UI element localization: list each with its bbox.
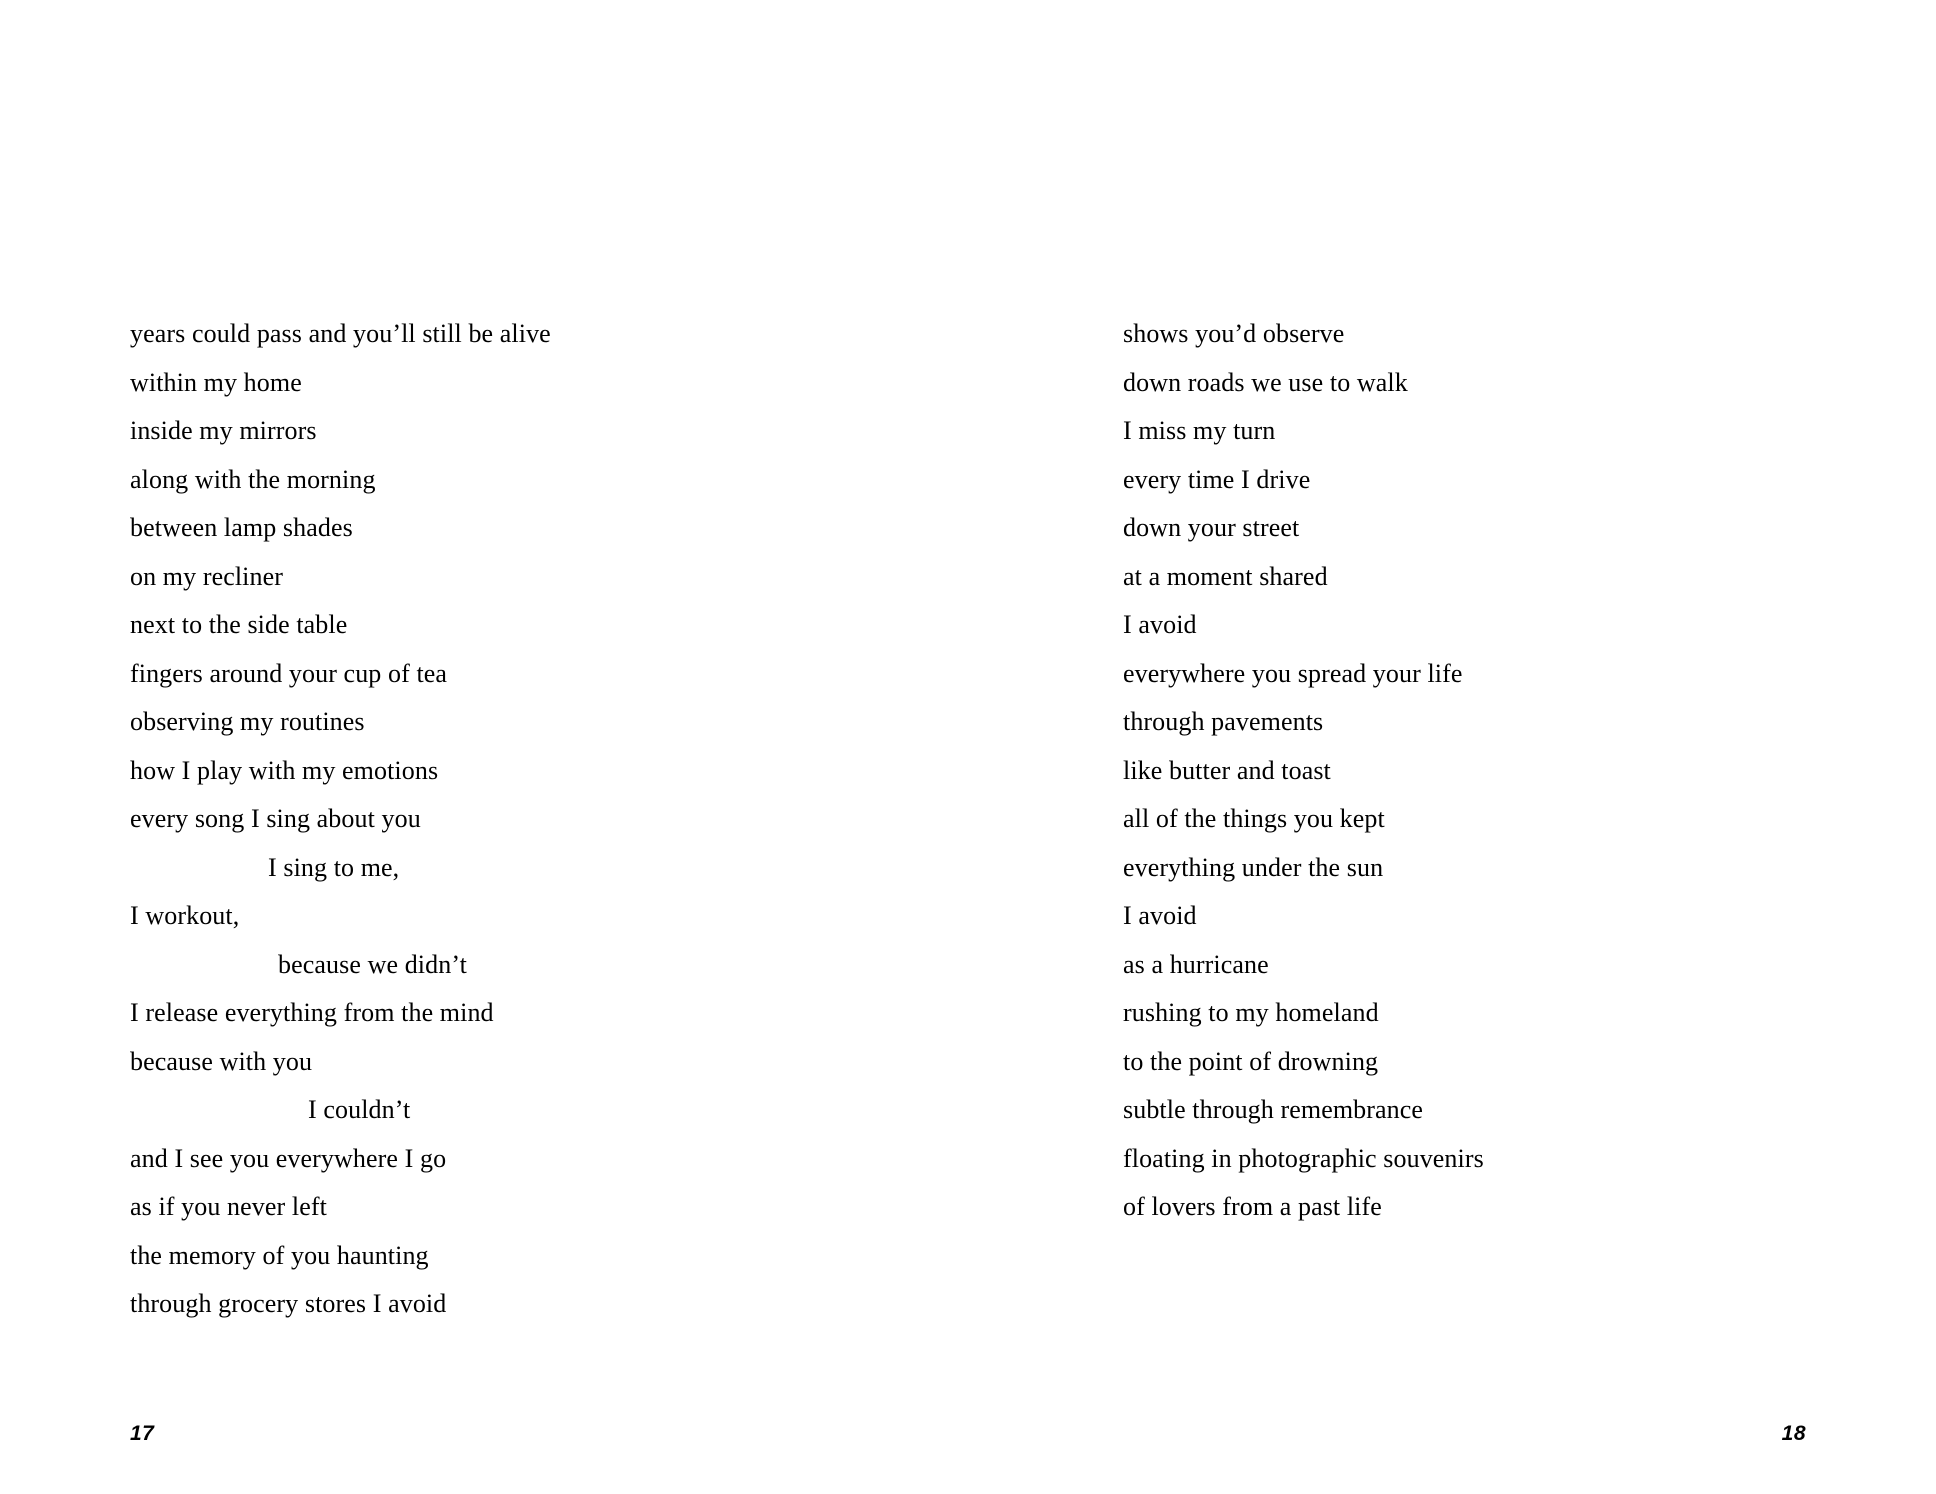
poem-line-right: I avoid (1123, 610, 1197, 639)
poem-line-left: the memory of you haunting (130, 1240, 429, 1270)
poem-line-left: along with the morning (130, 464, 376, 494)
page-number-left: 17 (130, 1422, 155, 1445)
poem-line-right: everywhere you spread your life (1123, 658, 1463, 688)
poem-line-left: I sing to me, (268, 852, 400, 882)
poem-line-right: I avoid (1123, 901, 1197, 930)
poem-text-left (130, 310, 968, 1329)
poem-line-right: everything under the sun (1123, 852, 1384, 882)
page-number-right: 18 (1781, 1422, 1806, 1445)
poem-line-left: as if you never left (130, 1192, 327, 1221)
poem-line-left: and I see you everywhere I go (130, 1143, 447, 1173)
poem-line-right: floating in photographic souvenirs (1123, 1143, 1484, 1173)
poem-line-left: I release everything from the mind (130, 998, 494, 1027)
poem-line-left: I couldn’t (308, 1095, 411, 1124)
poem-line-right: of lovers from a past life (1123, 1192, 1382, 1221)
poem-line-right: all of the things you kept (1123, 804, 1385, 833)
poem-line-right: every time I drive (1123, 464, 1311, 494)
poem-line-right: shows you’d observe (1123, 319, 1345, 348)
poem-line-left: because we didn’t (278, 949, 467, 979)
poem-line-left: between lamp shades (130, 513, 353, 542)
poem-line-right: through pavements (1123, 707, 1324, 736)
poem-line-right: down roads we use to walk (1123, 367, 1408, 397)
poem-line-left: on my recliner (130, 561, 284, 591)
poem-text-right (1123, 310, 1936, 1232)
poem-line-right: I miss my turn (1123, 416, 1276, 445)
poem-line-right: at a moment shared (1123, 561, 1328, 591)
poem-line-right: to the point of drowning (1123, 1046, 1379, 1076)
poem-line-left: I workout, (130, 901, 240, 930)
page-right (968, 0, 1936, 1494)
poem-line-right: down your street (1123, 513, 1300, 542)
poem-line-right: rushing to my homeland (1123, 998, 1379, 1027)
poem-line-left: every song I sing about you (130, 804, 421, 833)
poem-line-left: observing my routines (130, 707, 365, 736)
poem-line-right: like butter and toast (1123, 755, 1331, 785)
poem-line-right: subtle through remembrance (1123, 1095, 1424, 1124)
poem-line-left: because with you (130, 1046, 313, 1076)
poem-line-left: next to the side table (130, 610, 348, 639)
poem-line-left: how I play with my emotions (130, 755, 439, 785)
poem-line-left: inside my mirrors (130, 416, 317, 445)
poem-line-left: within my home (130, 367, 302, 397)
poem-line-left: years could pass and you’ll still be alive (130, 319, 551, 348)
poem-line-right: as a hurricane (1123, 949, 1269, 979)
poem-line-left: fingers around your cup of tea (130, 658, 448, 688)
poem-line-left: through grocery stores I avoid (130, 1289, 447, 1318)
